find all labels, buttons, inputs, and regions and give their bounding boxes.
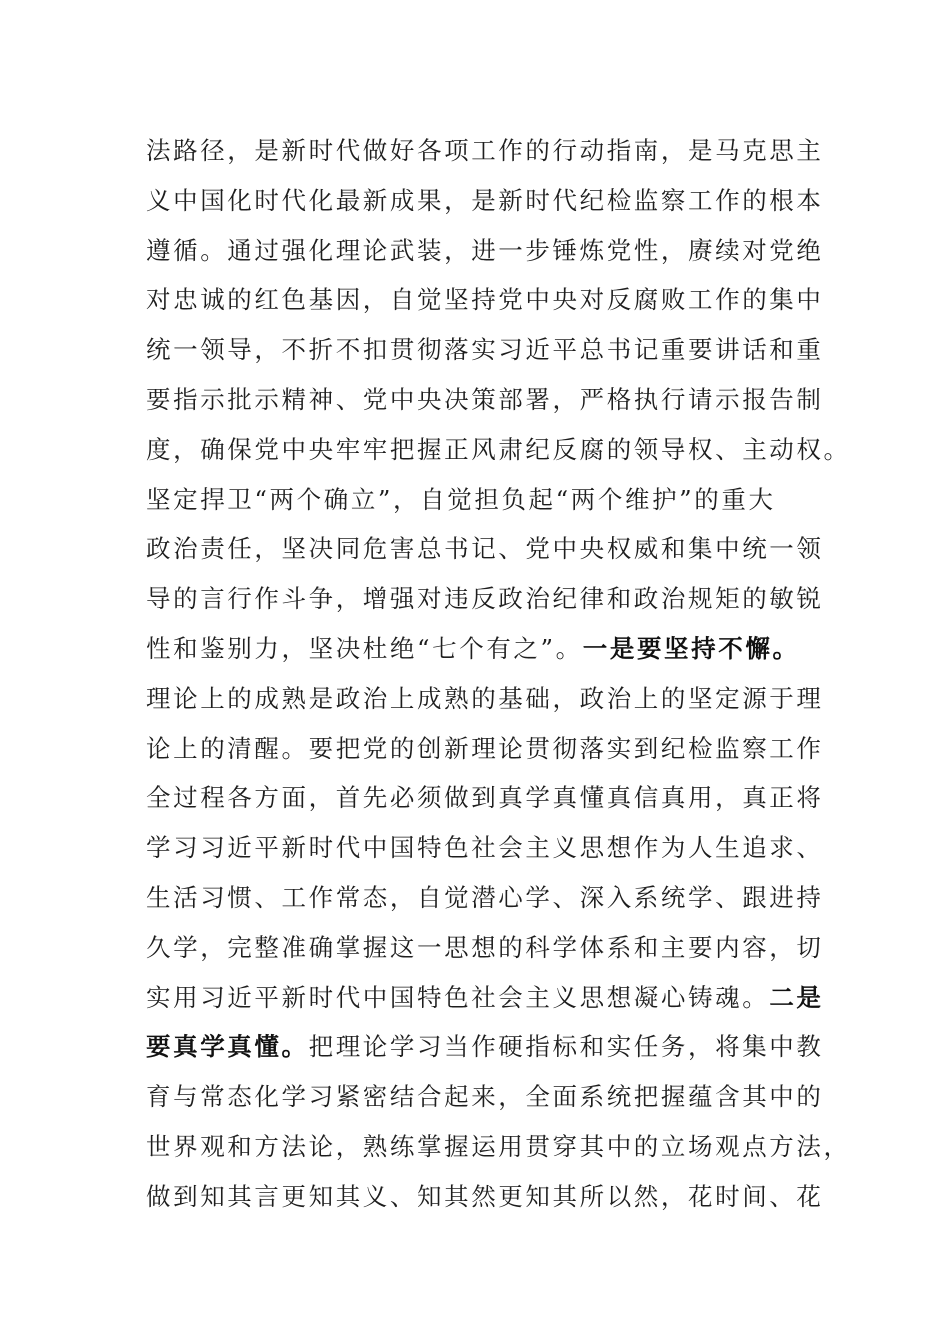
text-line <box>146 1122 851 1172</box>
text-segment: 把理论学习当作硬指标和实任务，将集中教 <box>308 1032 824 1062</box>
text-segment: 统一领导，不折不扣贯彻落实习近平总书记重要讲话和重 <box>146 335 824 365</box>
text-line <box>146 973 824 1023</box>
text-segment: 育与常态化学习紧密结合起来，全面系统把握蕴含其中的 <box>146 1082 824 1112</box>
text-segment: 实用习近平新时代中国特色社会主义思想凝心铸魂。 <box>146 982 770 1012</box>
text-line <box>146 574 824 624</box>
text-segment: 遵循。通过强化理论武装，进一步锤炼党性，赓续对党绝 <box>146 235 824 265</box>
text-segment: 做到知其言更知其义、知其然更知其所以然，花时间、花 <box>146 1181 824 1211</box>
text-segment: 性和鉴别力，坚决杜绝“七个有之”。 <box>146 633 583 663</box>
text-line <box>146 375 824 425</box>
text-line <box>146 425 851 475</box>
text-segment: 坚定捍卫“两个确立”，自觉担负起“两个维护”的重大 <box>146 484 776 514</box>
text-line <box>146 674 824 724</box>
text-line <box>146 226 824 276</box>
text-line <box>146 176 824 226</box>
text-segment: 要指示批示精神、党中央决策部署，严格执行请示报告制 <box>146 384 824 414</box>
text-line <box>146 275 824 325</box>
text-line <box>146 823 824 873</box>
text-segment: 理论上的成熟是政治上成熟的基础，政治上的坚定源于理 <box>146 683 824 713</box>
text-segment: 论上的清醒。要把党的创新理论贯彻落实到纪检监察工作 <box>146 733 824 763</box>
text-segment: 全过程各方面，首先必须做到真学真懂真信真用，真正将 <box>146 783 824 813</box>
bold-text-segment: 一是要坚持不懈。 <box>582 633 800 663</box>
text-segment: 对忠诚的红色基因，自觉坚持党中央对反腐败工作的集中 <box>146 285 824 315</box>
text-line <box>146 624 806 674</box>
text-segment: 生活习惯、工作常态，自觉潜心学、深入系统学、跟进持 <box>146 882 824 912</box>
text-line <box>146 325 824 375</box>
text-line <box>146 773 824 823</box>
text-line <box>146 724 824 774</box>
text-line <box>146 126 824 176</box>
text-segment: 政治责任，坚决同危害总书记、党中央权威和集中统一领 <box>146 534 824 564</box>
text-segment: 法路径，是新时代做好各项工作的行动指南，是马克思主 <box>146 136 824 165</box>
text-line <box>146 1172 824 1222</box>
text-line <box>146 475 806 525</box>
bold-text-segment: 要真学真懂。 <box>146 1032 309 1062</box>
text-segment: 学习习近平新时代中国特色社会主义思想作为人生追求、 <box>146 833 824 863</box>
bold-text-segment: 二是 <box>769 982 824 1012</box>
text-line <box>146 524 824 574</box>
text-line <box>146 1072 824 1122</box>
text-segment: 久学，完整准确掌握这一思想的科学体系和主要内容，切 <box>146 932 824 962</box>
text-segment: 度，确保党中央牢牢把握正风肃纪反腐的领导权、主动权。 <box>146 434 851 464</box>
text-line <box>146 873 824 923</box>
body-text <box>146 126 851 1222</box>
text-segment: 导的言行作斗争，增强对违反政治纪律和政治规矩的敏锐 <box>146 584 824 614</box>
text-segment: 义中国化时代化最新成果，是新时代纪检监察工作的根本 <box>146 185 824 215</box>
text-segment: 世界观和方法论，熟练掌握运用贯穿其中的立场观点方法， <box>146 1131 851 1161</box>
text-line <box>146 1022 824 1072</box>
text-line <box>146 923 824 973</box>
